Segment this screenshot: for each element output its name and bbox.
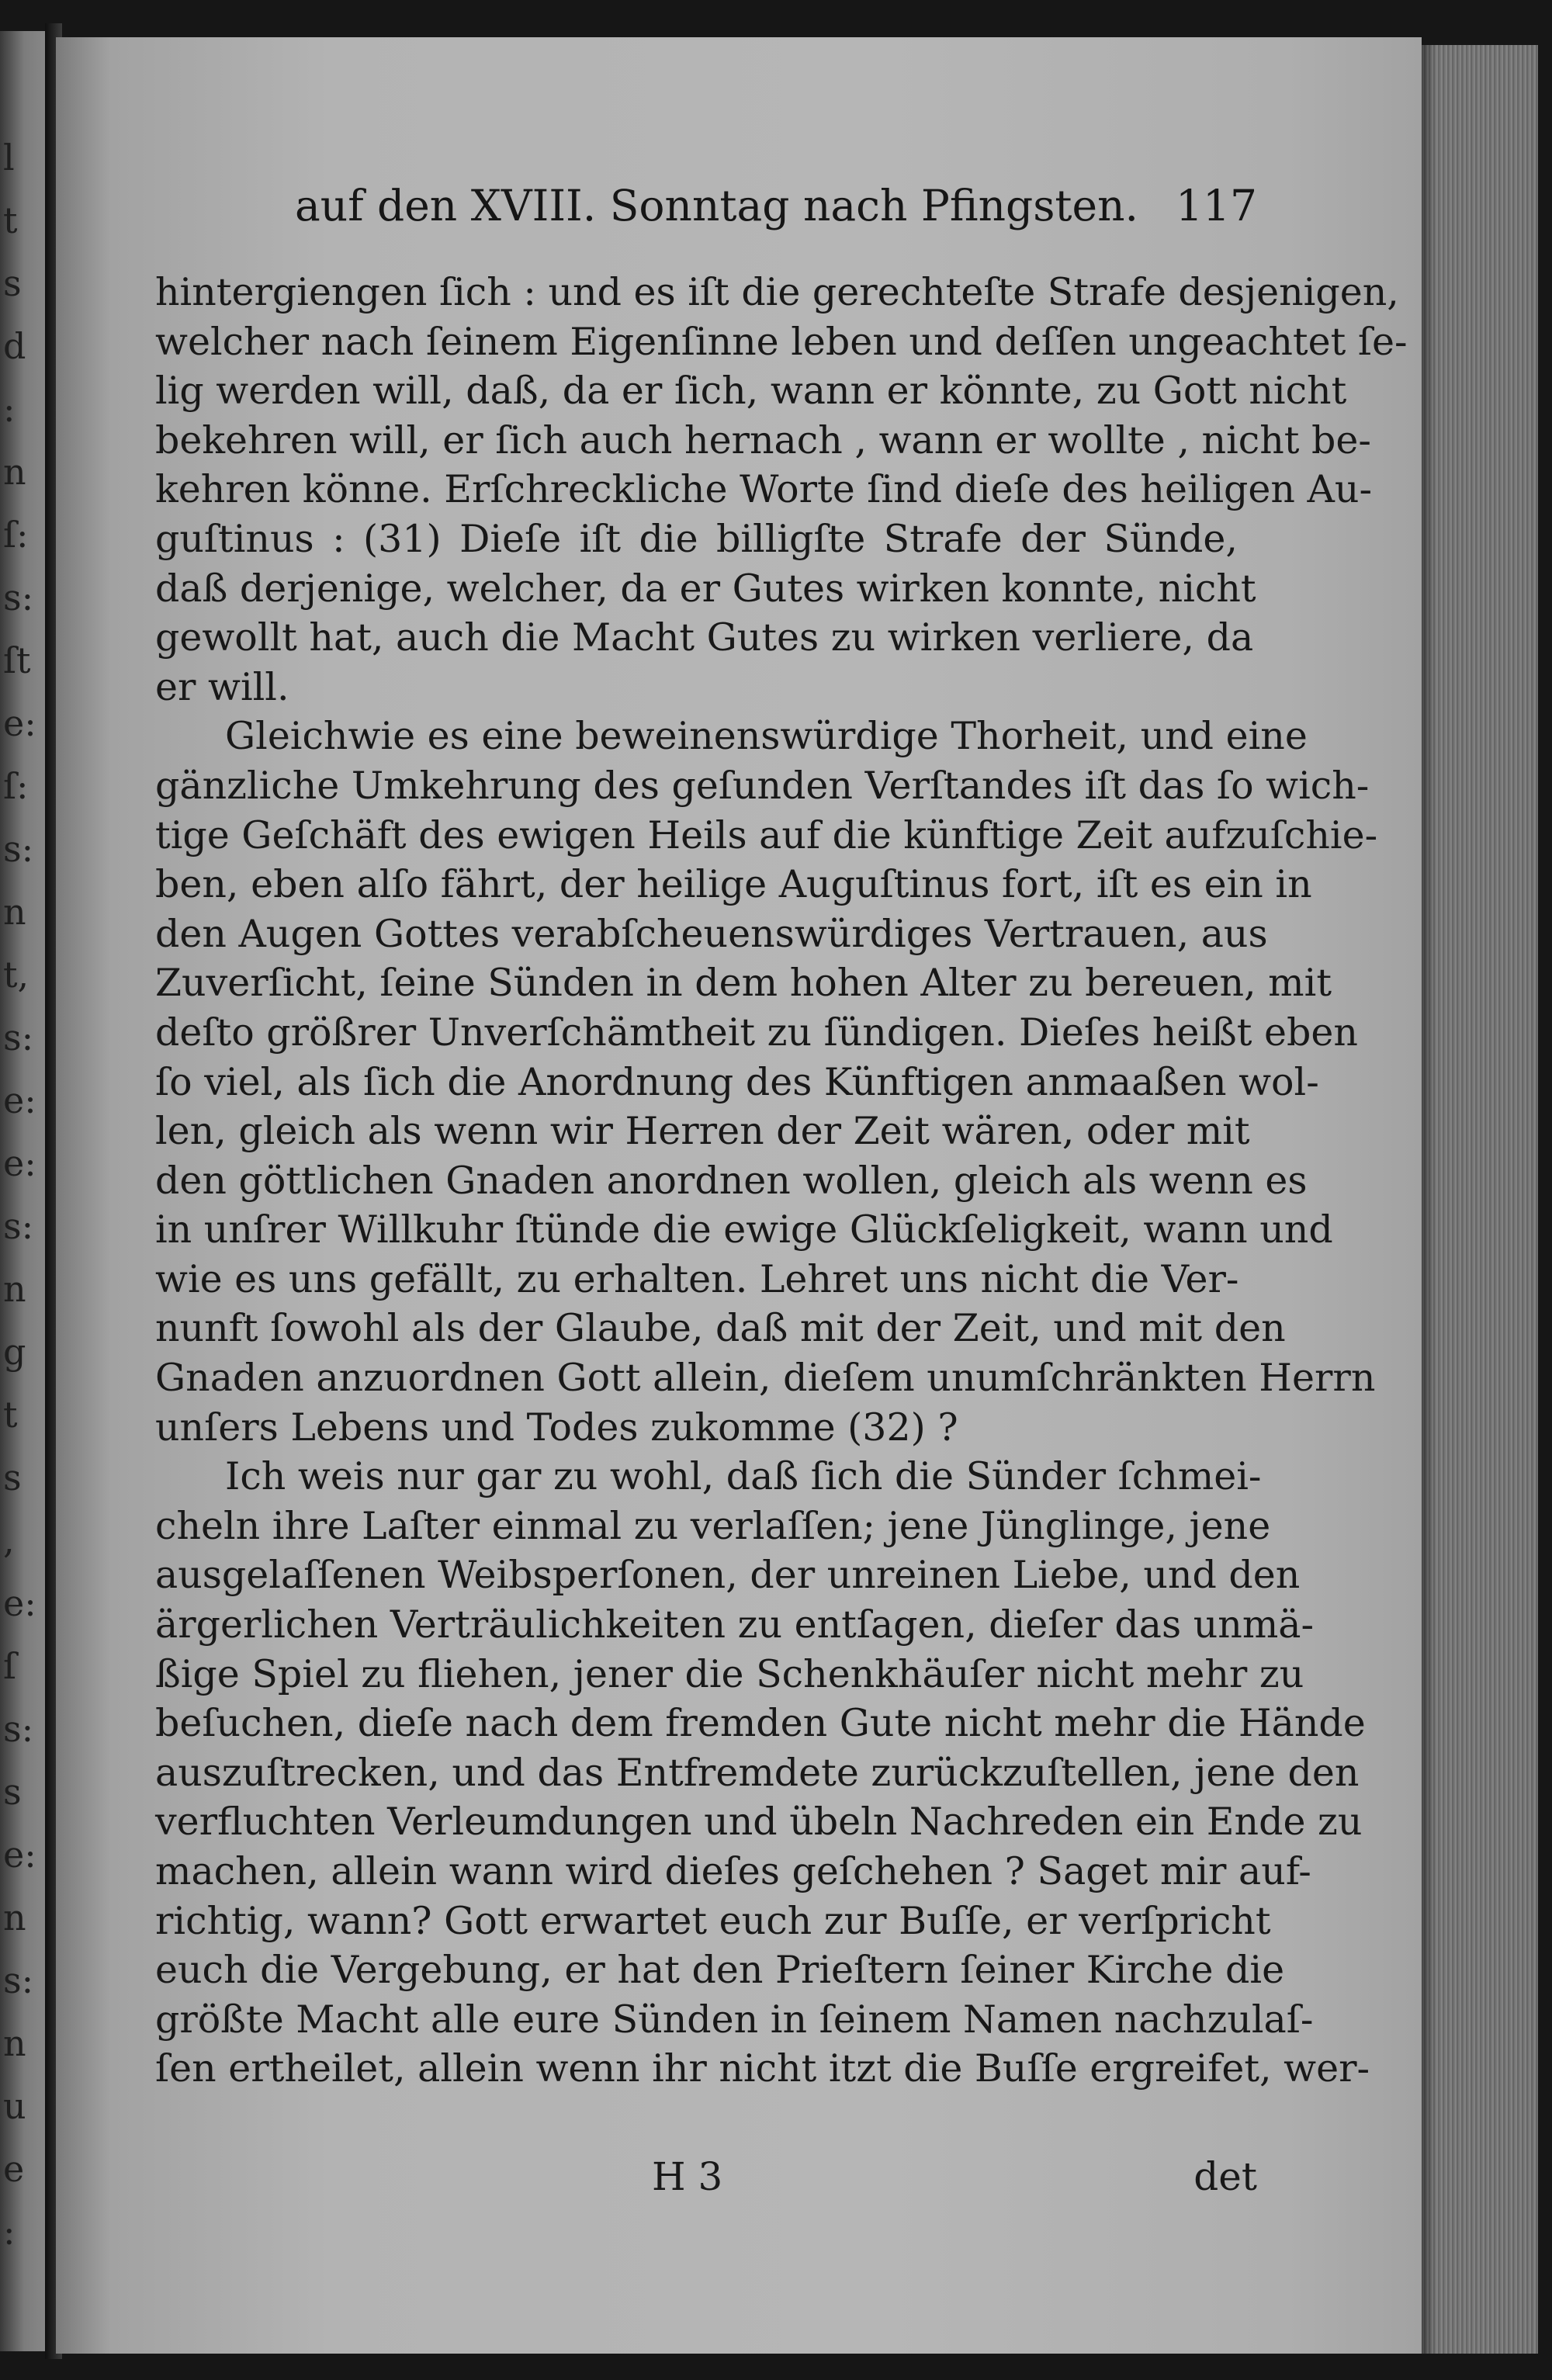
text-line: unſers Lebens und Todes zukomme (32) ?: [155, 1405, 958, 1450]
text-line: ausgelaſſenen Weibsperſonen, der unreinen Liebe, und den: [155, 1553, 1301, 1598]
text-line: richtig, wann? Gott erwartet euch zur Buſſe, er verſpricht: [155, 1898, 1271, 1943]
facing-page-letter: s:: [3, 1017, 34, 1058]
text-line: beſuchen, dieſe nach dem fremden Gute nicht mehr die Hände: [155, 1701, 1366, 1746]
text-line: nunft ſowohl als der Glaube, daß mit der Zeit, und mit den: [155, 1306, 1286, 1351]
facing-page-letter: s:: [3, 828, 34, 870]
facing-page-letter: e:: [3, 1834, 36, 1876]
text-line: lig werden will, daß, da er ſich, wann er könnte, zu Gott nicht: [155, 369, 1347, 414]
text-line: gänzliche Umkehrung des geſunden Verſtandes iſt das ſo wich-: [155, 763, 1370, 808]
facing-page-letter: s:: [3, 1205, 34, 1247]
text-line: den göttlichen Gnaden anordnen wollen, gleich als wenn es: [155, 1158, 1308, 1203]
facing-page-letter: n: [3, 2022, 26, 2064]
text-line: bekehren will, er ſich auch hernach , wann er wollte , nicht be-: [155, 417, 1371, 462]
facing-page-letter: ſ: [3, 1645, 17, 1687]
text-line: len, gleich als wenn wir Herren der Zeit wären, oder mit: [155, 1109, 1250, 1154]
text-line: ärgerlichen Verträulichkeiten zu entſagen, dieſer das unmä-: [155, 1602, 1315, 1647]
text-line: guſtinus : (31) Dieſe iſt die billigſte Strafe der Sünde,: [155, 516, 1238, 561]
text-line: Gleichwie es eine beweinenswürdige Thorheit, und eine: [225, 714, 1308, 759]
facing-page-letter: d: [3, 325, 26, 367]
facing-page-letter: u: [3, 2085, 26, 2127]
facing-page-letter: n: [3, 451, 26, 493]
text-line: in unſrer Willkuhr ſtünde die ewige Glückſeligkeit, wann und: [155, 1207, 1333, 1252]
page-edges-shadow: [1422, 45, 1436, 2354]
facing-page-letter: t: [3, 1394, 18, 1436]
facing-page-letter: s:: [3, 1708, 34, 1750]
facing-page-letter: s: [3, 262, 22, 304]
printer-signature: H 3: [652, 2154, 723, 2199]
text-line: wie es uns gefällt, zu erhalten. Lehret uns nicht die Ver-: [155, 1256, 1239, 1301]
facing-page-letter: :: [3, 388, 16, 430]
text-line: er will.: [155, 664, 289, 709]
facing-page-letter: n: [3, 1897, 26, 1938]
text-line: euch die Vergebung, er hat den Prieſtern ſeiner Kirche die: [155, 1948, 1285, 1993]
facing-page-letter: ſt: [3, 639, 31, 681]
facing-page-letter: e:: [3, 1142, 36, 1184]
text-line: Ich weis nur gar zu wohl, daß ſich die Sünder ſchmei-: [225, 1454, 1262, 1499]
facing-page-letter: ſ:: [3, 765, 29, 807]
facing-page-letter: t: [3, 199, 18, 241]
text-line: daß derjenige, welcher, da er Gutes wirken konnte, nicht: [155, 566, 1256, 611]
text-line: hintergiengen ſich : und es iſt die gerechteſte Strafe desjenigen,: [155, 270, 1399, 314]
facing-page-letter: l: [3, 137, 15, 178]
text-line: machen, allein wann wird dieſes geſchehen ? Saget mir auf-: [155, 1849, 1311, 1893]
text-line: ſen ertheilet, allein wenn ihr nicht itzt die Buſſe ergreifet, wer-: [155, 2046, 1370, 2091]
facing-page-letter: ſ:: [3, 514, 29, 556]
facing-page-letter: e: [3, 2148, 25, 2190]
text-line: kehren könne. Erſchreckliche Worte ſind dieſe des heiligen Au-: [155, 467, 1372, 512]
running-head-title: auf den XVIII. Sonntag nach Pfingsten.: [295, 181, 1138, 230]
facing-page-letter: s: [3, 1771, 22, 1813]
body-text: [155, 268, 1408, 2094]
text-line: größte Macht alle eure Sünden in ſeinem Namen nachzulaſ-: [155, 1997, 1314, 2042]
text-line: tige Geſchäft des ewigen Heils auf die künftige Zeit aufzuſchie-: [155, 812, 1378, 857]
text-line: ben, eben alſo fährt, der heilige Auguſtinus fort, iſt es ein in: [155, 862, 1312, 907]
facing-page-letter: s: [3, 1457, 22, 1498]
facing-page-letter: g: [3, 1331, 26, 1373]
page-number: 117: [1176, 181, 1257, 230]
facing-page-letter: s:: [3, 1959, 34, 2001]
facing-page-letter: t,: [3, 954, 29, 996]
text-line: ßige Spiel zu fliehen, jener die Schenkhäuſer nicht mehr zu: [155, 1651, 1304, 1696]
facing-page-letter: e:: [3, 1582, 36, 1624]
text-line: ſo viel, als ſich die Anordnung des Künftigen anmaaßen wol-: [155, 1059, 1319, 1104]
text-line: gewollt hat, auch die Macht Gutes zu wirken verliere, da: [155, 615, 1254, 660]
text-line: cheln ihre Laſter einmal zu verlaſſen; jene Jünglinge, jene: [155, 1503, 1271, 1548]
facing-page-letter: s:: [3, 577, 34, 618]
facing-page-letter: e:: [3, 702, 36, 744]
text-line: den Augen Gottes verabſcheuenswürdiges Vertrauen, aus: [155, 911, 1268, 956]
facing-page-letter: n: [3, 1268, 26, 1310]
page-edges: [1422, 45, 1538, 2354]
facing-page-letter: ,: [3, 1519, 15, 1561]
text-line: verfluchten Verleumdungen und übeln Nachreden ein Ende zu: [155, 1800, 1363, 1845]
text-line: Gnaden anzuordnen Gott allein, dieſem unumſchränkten Herrn: [155, 1356, 1376, 1401]
facing-page-letter: :: [3, 2211, 16, 2253]
text-line: auszuſtrecken, und das Entfremdete zurückzuſtellen, jene den: [155, 1750, 1360, 1795]
facing-page-letter: n: [3, 891, 26, 933]
text-line: deſto größrer Unverſchämtheit zu ſündigen. Dieſes heißt eben: [155, 1010, 1358, 1055]
facing-page-letter: e:: [3, 1079, 36, 1121]
text-line: welcher nach ſeinem Eigenſinne leben und deſſen ungeachtet ſe-: [155, 319, 1408, 364]
catchword: det: [1193, 2154, 1257, 2199]
text-line: Zuverſicht, ſeine Sünden in dem hohen Alter zu bereuen, mit: [155, 961, 1332, 1006]
